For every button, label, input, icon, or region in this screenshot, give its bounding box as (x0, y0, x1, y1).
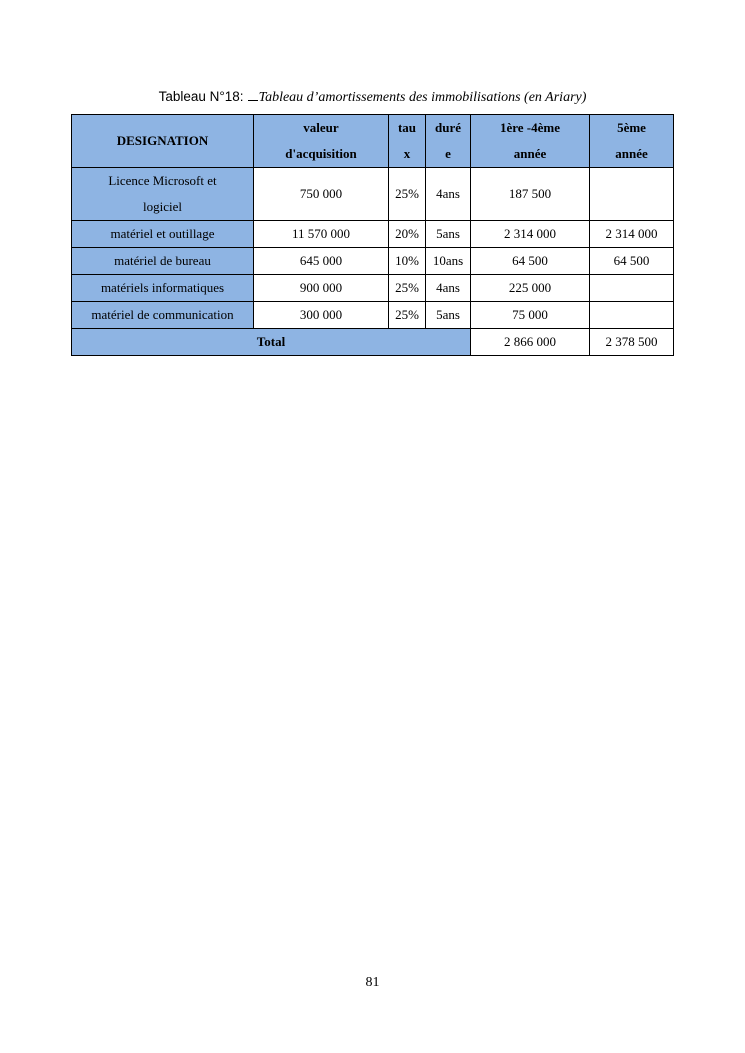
header-annee-1-4: 1ère -4ème année (471, 115, 590, 168)
cell-valeur: 645 000 (254, 248, 389, 275)
cell-designation: matériel et outillage (72, 221, 254, 248)
cell-designation: matériel de bureau (72, 248, 254, 275)
cell-annee-5: 2 314 000 (590, 221, 674, 248)
cell-annee-5: 64 500 (590, 248, 674, 275)
cell-valeur: 11 570 000 (254, 221, 389, 248)
cell-valeur: 750 000 (254, 168, 389, 221)
cell-annee-1-4: 75 000 (471, 302, 590, 329)
table-header-row (72, 115, 674, 168)
header-annee-5: 5ème année (590, 115, 674, 168)
cell-taux: 25% (389, 302, 426, 329)
table-total-row (72, 329, 674, 356)
cell-duree: 5ans (426, 221, 471, 248)
cell-annee-1-4: 225 000 (471, 275, 590, 302)
total-label: Total (72, 329, 471, 356)
cell-taux: 10% (389, 248, 426, 275)
cell-duree: 10ans (426, 248, 471, 275)
cell-duree: 4ans (426, 275, 471, 302)
cell-annee-1-4: 187 500 (471, 168, 590, 221)
table-row (72, 275, 674, 302)
table-row (72, 168, 674, 221)
table-caption (0, 88, 745, 106)
cell-valeur: 300 000 (254, 302, 389, 329)
header-duree: duré e (426, 115, 471, 168)
cell-taux: 25% (389, 275, 426, 302)
cell-designation: matériel de communication (72, 302, 254, 329)
cell-annee-5 (590, 302, 674, 329)
header-designation: DESIGNATION (72, 115, 254, 168)
cell-duree: 5ans (426, 302, 471, 329)
cell-annee-1-4: 64 500 (471, 248, 590, 275)
cell-duree: 4ans (426, 168, 471, 221)
cell-valeur: 900 000 (254, 275, 389, 302)
cell-designation: Licence Microsoft et logiciel (72, 168, 254, 221)
cell-annee-1-4: 2 314 000 (471, 221, 590, 248)
cell-annee-5 (590, 275, 674, 302)
header-valeur: valeur d'acquisition (254, 115, 389, 168)
table-row (72, 302, 674, 329)
caption-title: Tableau d’amortissements des immobilisations (en Ariary) (258, 90, 587, 105)
cell-taux: 20% (389, 221, 426, 248)
caption-separator (248, 88, 258, 101)
total-annee-1-4: 2 866 000 (471, 329, 590, 356)
cell-taux: 25% (389, 168, 426, 221)
cell-designation: matériels informatiques (72, 275, 254, 302)
cell-annee-5 (590, 168, 674, 221)
total-annee-5: 2 378 500 (590, 329, 674, 356)
table-row (72, 248, 674, 275)
table-row (72, 221, 674, 248)
amortization-table (71, 114, 674, 356)
caption-prefix: Tableau N°18: (158, 89, 244, 104)
header-taux: tau x (389, 115, 426, 168)
page-number: 81 (365, 975, 380, 990)
